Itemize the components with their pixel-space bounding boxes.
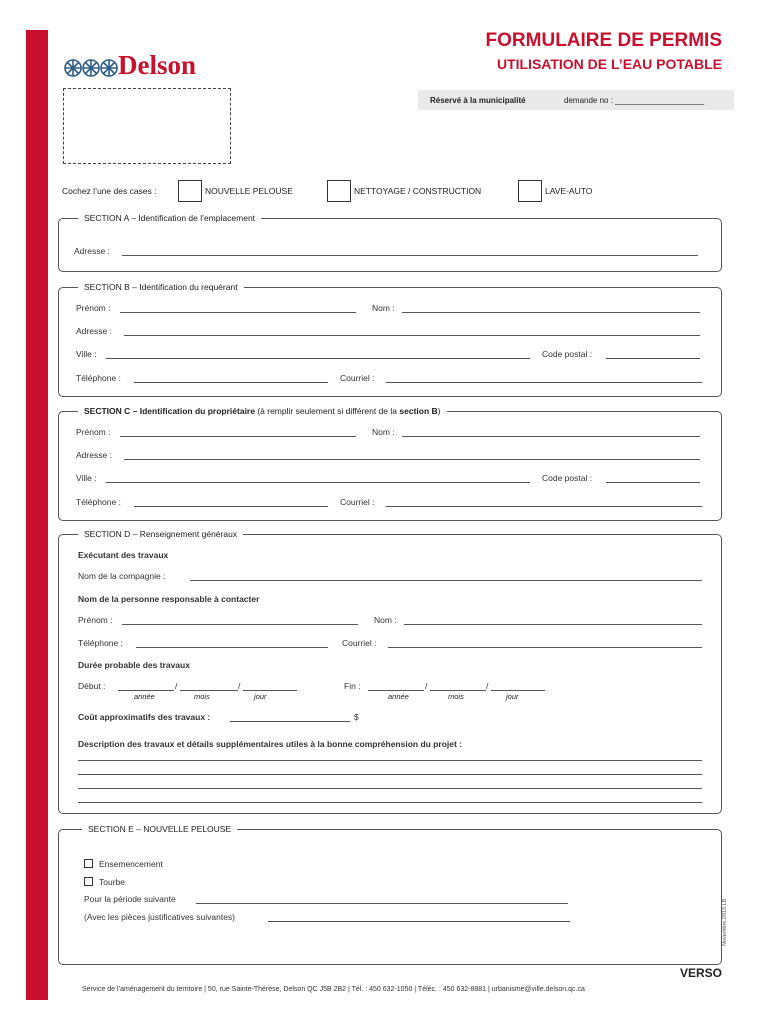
- form-subtitle: UTILISATION DE L’EAU POTABLE: [496, 56, 722, 72]
- executant-heading: Exécutant des travaux: [78, 550, 169, 560]
- section-a-legend: SECTION A – Identification de l’emplacement: [78, 213, 261, 223]
- checkbox-tourbe[interactable]: [84, 877, 93, 886]
- fin-jour-input[interactable]: [491, 690, 545, 691]
- owner-ville-input[interactable]: [106, 482, 530, 483]
- contact-courriel-label: Courriel :: [342, 638, 377, 648]
- owner-adresse-input[interactable]: [124, 459, 700, 460]
- duration-heading: Durée probable des travaux: [78, 660, 190, 670]
- checkbox-nettoyage[interactable]: [327, 180, 351, 202]
- owner-prenom-input[interactable]: [120, 436, 356, 437]
- prenom-input[interactable]: [120, 312, 356, 313]
- request-number-field[interactable]: demande no : ____________________: [564, 96, 705, 105]
- debut-slash-2: /: [238, 681, 241, 691]
- tourbe-label: Tourbe: [99, 877, 125, 887]
- description-line-4[interactable]: [78, 802, 702, 803]
- owner-telephone-label: Téléphone :: [76, 497, 121, 507]
- checkbox-lave-auto[interactable]: [518, 180, 542, 202]
- contact-telephone-label: Téléphone :: [78, 638, 123, 648]
- adresse-label: Adresse :: [76, 326, 112, 336]
- contact-nom-label: Nom :: [374, 615, 397, 625]
- section-c-legend-ref: section B: [399, 406, 438, 416]
- checkbox-label-nettoyage: NETTOYAGE / CONSTRUCTION: [354, 186, 482, 196]
- owner-nom-label: Nom :: [372, 427, 395, 437]
- checkbox-nouvelle-pelouse[interactable]: [178, 180, 202, 202]
- section-e-legend: SECTION E – NOUVELLE PELOUSE: [82, 824, 237, 834]
- periode-input[interactable]: [196, 903, 568, 904]
- code-postal-input[interactable]: [606, 358, 700, 359]
- ville-label: Ville :: [76, 349, 97, 359]
- owner-code-postal-label: Code postal :: [542, 473, 593, 483]
- ville-input[interactable]: [106, 358, 530, 359]
- debut-slash-1: /: [175, 681, 178, 691]
- section-c-legend-note: (à remplir seulement si différent de la: [254, 406, 400, 416]
- company-label: Nom de la compagnie :: [78, 571, 166, 581]
- left-accent-bar: [26, 30, 48, 1000]
- description-line-3[interactable]: [78, 788, 702, 789]
- owner-courriel-label: Courriel :: [340, 497, 375, 507]
- debut-mois-caption: mois: [194, 692, 210, 701]
- nom-label: Nom :: [372, 303, 395, 313]
- fin-label: Fin :: [344, 681, 361, 691]
- section-c-legend: [78, 406, 447, 416]
- section-c-legend-title: SECTION C – Identification du propriétaire: [84, 406, 255, 416]
- contact-prenom-label: Prénom :: [78, 615, 113, 625]
- ensemencement-label: Ensemencement: [99, 859, 163, 869]
- telephone-label: Téléphone :: [76, 373, 121, 383]
- address-input[interactable]: [122, 255, 698, 256]
- revision-note: Novembre 2015 LB: [722, 898, 728, 946]
- address-label: Adresse :: [74, 246, 110, 256]
- debut-jour-caption: jour: [254, 692, 267, 701]
- form-title: FORMULAIRE DE PERMIS: [485, 30, 722, 51]
- reserved-strip: [418, 90, 734, 110]
- currency-symbol: $: [354, 712, 359, 722]
- checkbox-ensemencement[interactable]: [84, 859, 93, 868]
- verso-label: VERSO: [679, 966, 722, 980]
- logo-text: Delson: [118, 50, 197, 80]
- contact-courriel-input[interactable]: [388, 647, 702, 648]
- footer-contact: Service de l’aménagement du territoire | 50, rue Sainte-Thérèse, Delson QC J5B 2B2 | Tél. : 450 632-1050 | Téléc. : 450 632-8881 | urbanisme@ville.delson.qc.ca: [82, 986, 585, 993]
- courriel-input[interactable]: [386, 382, 702, 383]
- section-b-legend: SECTION B – Identification du requérant: [78, 282, 244, 292]
- fin-slash-2: /: [486, 681, 489, 691]
- reserved-label: Réservé à la municipalité: [430, 96, 526, 105]
- prenom-label: Prénom :: [76, 303, 111, 313]
- description-label: Description des travaux et détails supplémentaires utiles à la bonne compréhension du projet :: [78, 739, 463, 749]
- description-line-1[interactable]: [78, 760, 702, 761]
- cost-label: Coût approximatifs des travaux :: [78, 712, 211, 722]
- debut-annee-caption: année: [134, 692, 155, 701]
- nom-input[interactable]: [402, 312, 700, 313]
- adresse-input[interactable]: [124, 335, 700, 336]
- fin-slash-1: /: [425, 681, 428, 691]
- pieces-label: (Avec les pièces justificatives suivantes): [84, 912, 236, 922]
- contact-nom-input[interactable]: [404, 624, 702, 625]
- fin-annee-input[interactable]: [368, 690, 424, 691]
- owner-nom-input[interactable]: [402, 436, 700, 437]
- description-line-2[interactable]: [78, 774, 702, 775]
- delson-logo: [64, 50, 197, 84]
- checkbox-label-lave-auto: LAVE-AUTO: [545, 186, 593, 196]
- periode-label: Pour la période suivante: [84, 894, 176, 904]
- contact-telephone-input[interactable]: [136, 647, 328, 648]
- fin-annee-caption: année: [388, 692, 409, 701]
- pieces-input[interactable]: [268, 921, 570, 922]
- cost-input[interactable]: [230, 721, 350, 722]
- owner-ville-label: Ville :: [76, 473, 97, 483]
- telephone-input[interactable]: [134, 382, 328, 383]
- fin-mois-caption: mois: [448, 692, 464, 701]
- courriel-label: Courriel :: [340, 373, 375, 383]
- contact-prenom-input[interactable]: [122, 624, 358, 625]
- fin-jour-caption: jour: [506, 692, 519, 701]
- section-a: [58, 218, 722, 272]
- checkbox-prompt: Cochez l’une des cases :: [62, 186, 157, 196]
- owner-adresse-label: Adresse :: [76, 450, 112, 460]
- section-c-legend-end: ): [437, 406, 441, 416]
- debut-mois-input[interactable]: [180, 690, 238, 691]
- fin-mois-input[interactable]: [430, 690, 486, 691]
- municipality-stamp-box: [63, 88, 231, 164]
- debut-jour-input[interactable]: [243, 690, 297, 691]
- owner-courriel-input[interactable]: [386, 506, 702, 507]
- owner-telephone-input[interactable]: [134, 506, 328, 507]
- owner-prenom-label: Prénom :: [76, 427, 111, 437]
- checkbox-label-nouvelle-pelouse: NOUVELLE PELOUSE: [205, 186, 293, 196]
- company-input[interactable]: [190, 580, 702, 581]
- wheels-icon: [64, 54, 120, 80]
- section-d-legend: SECTION D – Renseignement généraux: [78, 529, 243, 539]
- debut-annee-input[interactable]: [118, 690, 174, 691]
- contact-heading: Nom de la personne responsable à contacter: [78, 594, 260, 604]
- code-postal-label: Code postal :: [542, 349, 593, 359]
- debut-label: Début :: [78, 681, 106, 691]
- owner-code-postal-input[interactable]: [606, 482, 700, 483]
